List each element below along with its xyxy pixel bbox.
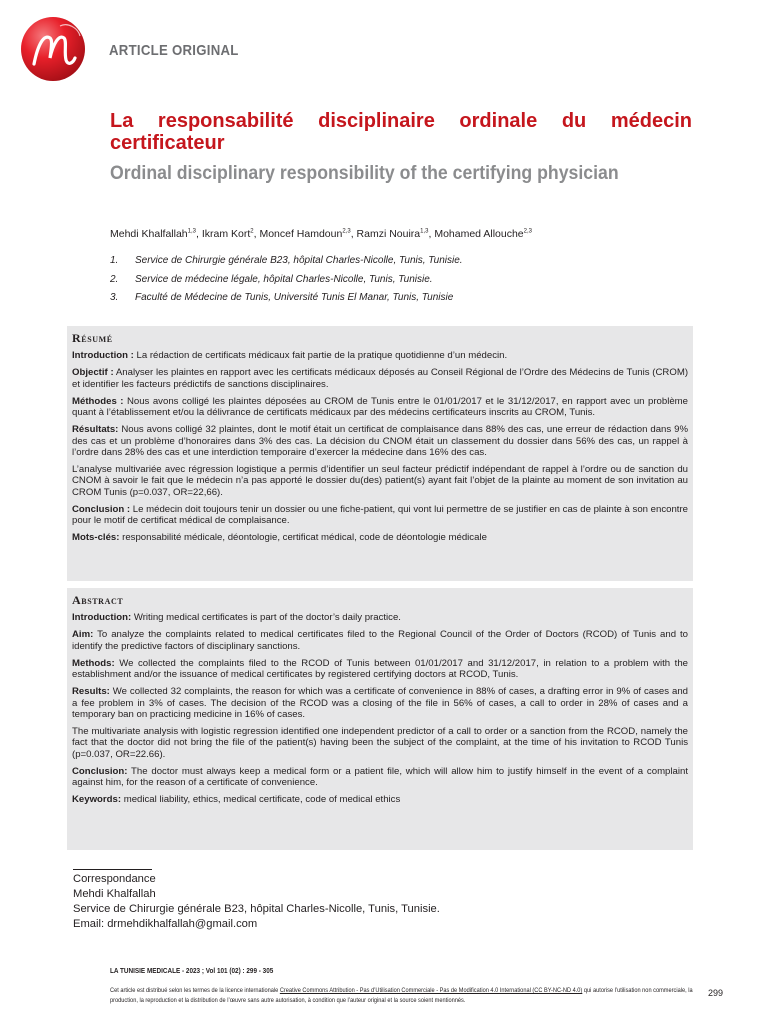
- abstract-paragraph-label: Conclusion:: [72, 765, 128, 777]
- affiliation-text: Faculté de Médecine de Tunis, Université Tunis El Manar, Tunis, Tunisie: [135, 292, 454, 303]
- author-list: Mehdi Khalfallah$^{1,3}$, Ikram Kort$^2$, Moncef Hamdoun$^{2,3}$, Ramzi Nouira$^{1,3}$, Mohamed Allouche$^{2,3}$: [110, 228, 532, 240]
- abstract-paragraph-text: The doctor must always keep a medical form or a patient file, which will allow him to justify himself in the event of a complaint against him, for the reason of a certificate of convenience.: [72, 765, 688, 789]
- abstract-paragraph: [72, 766, 688, 789]
- journal-logo: [20, 16, 86, 82]
- author-affiliation-marker: 2,3: [523, 228, 532, 235]
- abstract-paragraph-text: We collected the complaints filed to the RCOD of Tunis between 01/01/2017 and 31/12/2017, in relation to a problem with the establishment and/or the issuance of medical certificates by registered certifying doctors at RCOD, Tunis.: [72, 657, 688, 681]
- affiliation-number: 3.: [110, 292, 119, 303]
- abstract-paragraph: [72, 726, 688, 760]
- resume-paragraph-text: Le médecin doit toujours tenir un dossier ou une fiche-patient, qui vont lui permettre de se justifier en cas de plainte à son encontre pour le motif de certificat médical de complaisance.: [72, 503, 689, 527]
- resume-paragraph: [72, 464, 688, 498]
- correspondence-email[interactable]: Email: drmehdikhalfallah@gmail.com: [73, 918, 258, 930]
- abstract-heading: Abstract: [72, 593, 124, 607]
- author-name: Mohamed Allouche: [434, 228, 524, 240]
- abstract-paragraph-text: We collected 32 complaints, the reason for which was a certificate of convenience in 88% of cases, a drafting error in 9% of cases and a fee problem in 3% of cases. The decision of the RCOD was a closing of the file in 56% of cases, a call to order in 28% of cases and a temporary ban on practicing medicine in 16% of cases.: [72, 686, 688, 721]
- abstract-paragraph-text: To analyze the complaints related to medical certificates filed to the Regional Council of the Order of Doctors (RCOD) of Tunis and to identify the predictive factors of disciplinary sanctions.: [72, 629, 688, 652]
- abstract-paragraph-label: Keywords:: [72, 794, 122, 806]
- abstract-paragraph-label: Introduction:: [72, 612, 132, 624]
- abstract-paragraph: [72, 686, 688, 720]
- correspondence-heading: Correspondance: [73, 873, 156, 885]
- correspondence-address: Service de Chirurgie générale B23, hôpital Charles-Nicolle, Tunis, Tunisie.: [73, 903, 440, 915]
- affiliation-item: [110, 255, 463, 274]
- resume-box: [67, 326, 693, 581]
- title-english: Ordinal disciplinary responsibility of the certifying physician: [110, 163, 619, 184]
- page-number: 299: [708, 988, 724, 998]
- abstract-paragraph: [72, 794, 688, 805]
- correspondence-block: [73, 872, 440, 932]
- author-name: Mehdi Khalfallah: [110, 228, 188, 240]
- resume-paragraph: [72, 367, 688, 390]
- resume-paragraph-label: Introduction :: [72, 350, 134, 362]
- license-prefix: Cet article est distribué selon les termes de la licence internationale: [110, 987, 280, 994]
- resume-body: [72, 350, 688, 543]
- resume-paragraph-text: Analyser les plaintes en rapport avec les certificats médicaux déposés au Conseil Régional de l’Ordre des Médecins de Tunis (CROM) et identifier les facteurs prédictifs de sanctions disciplinaires.: [72, 367, 689, 390]
- license-suffix: qui autorise l’utilisation non commerciale, la production, la reproduction et la distribution de l’œuvre sans autre autorisation, à condition que l’auteur original et la source soient mentionnés.: [110, 987, 693, 1004]
- author-affiliation-marker: 1,3: [420, 228, 429, 235]
- resume-paragraph-label: Conclusion :: [72, 503, 131, 515]
- abstract-body: [72, 612, 688, 805]
- affiliation-item: [110, 292, 463, 311]
- abstract-paragraph: [72, 658, 688, 681]
- author-name: Ramzi Nouira: [356, 228, 421, 240]
- resume-paragraph: [72, 532, 688, 543]
- abstract-paragraph-label: Results:: [72, 686, 110, 698]
- affiliation-list: [110, 255, 463, 311]
- license-link[interactable]: Creative Commons Attribution - Pas d’Utilisation Commerciale - Pas de Modification 4.0 International (CC BY-NC-ND 4.0): [279, 987, 583, 994]
- abstract-box: [67, 588, 693, 850]
- resume-paragraph: [72, 350, 688, 361]
- resume-heading: Résumé: [72, 331, 113, 345]
- resume-paragraph-label: Mots-clés:: [72, 532, 120, 544]
- abstract-paragraph-text: medical liability, ethics, medical certificate, code of medical ethics: [121, 794, 401, 806]
- resume-paragraph: [72, 396, 688, 419]
- abstract-paragraph: [72, 612, 688, 623]
- abstract-paragraph-label: Aim:: [72, 629, 94, 641]
- resume-paragraph-label: Objectif :: [72, 367, 114, 379]
- resume-paragraph-text: responsabilité médicale, déontologie, certificat médical, code de déontologie médicale: [119, 532, 487, 544]
- journal-reference: LA TUNISIE MEDICALE - 2023 ; Vol 101 (02) : 299 - 305: [110, 966, 274, 975]
- abstract-paragraph-label: Methods:: [72, 657, 115, 669]
- abstract-paragraph-text: Writing medical certificates is part of the doctor’s daily practice.: [131, 612, 401, 624]
- resume-paragraph-text: La rédaction de certificats médicaux fait partie de la pratique quotidienne d’un médecin.: [133, 350, 508, 362]
- abstract-paragraph-text: The multivariate analysis with logistic regression identified one independent predictor of a call to order or a sanction from the RCOD, namely the fact that the doctor did not bring the file of the patient(s) having been the subject of the complaint, at the time of his invitation to RCOD Tunis (p=0.037, OR=22.66).: [72, 726, 688, 760]
- affiliation-number: 1.: [110, 255, 119, 266]
- abstract-paragraph: [72, 629, 688, 652]
- resume-paragraph: [72, 504, 688, 527]
- correspondence-name: Mehdi Khalfallah: [73, 888, 156, 900]
- affiliation-number: 2.: [110, 273, 119, 285]
- resume-paragraph-label: Méthodes :: [72, 395, 124, 407]
- author-name: Moncef Hamdoun: [259, 228, 343, 240]
- article-type-label: ARTICLE ORIGINAL: [109, 42, 239, 59]
- author-name: Ikram Kort: [201, 228, 251, 240]
- affiliation-text: Service de médecine légale, hôpital Charles-Nicolle, Tunis, Tunisie.: [135, 273, 433, 285]
- resume-paragraph-text: Nous avons colligé les plaintes déposées au CROM de Tunis entre le 01/01/2017 et le 31/12/2017, en rapport avec un problème quant à l’établissement et/ou la délivrance de certificats médicaux par des médecins certificateurs inscrits au CROM, Tunis.: [72, 395, 688, 419]
- license-notice: [110, 986, 696, 1005]
- author-affiliation-marker: 2: [250, 228, 254, 235]
- affiliation-text: Service de Chirurgie générale B23, hôpital Charles-Nicolle, Tunis, Tunisie.: [135, 255, 463, 266]
- author-affiliation-marker: 1,3: [187, 228, 196, 235]
- correspondence-rule: [73, 869, 152, 870]
- resume-paragraph-label: Résultats:: [72, 424, 119, 436]
- resume-paragraph-text: L’analyse multivariée avec régression logistique a permis d’identifier un seul facteur prédictif indépendant de rappel à l’ordre ou de sanction du CNOM à savoir le fait que le médecin n’a pas apporté le dossier du(des) patient(s) ayant fait l’objet de la plainte au moment de son invitation au CROM Tunis (p=0.037, OR=22,66).: [72, 464, 688, 498]
- resume-paragraph-text: Nous avons colligé 32 plaintes, dont le motif était un certificat de complaisance dans 88% des cas, une erreur de rédaction dans 9% des cas et un problème d’honoraires dans 3% des cas. La décision du CNOM était un classement du dossier dans 56% des cas, un rappel à l’ordre dans 28% des cas et une interdiction temporaire d’exercer la médecine dans 16% des cas.: [72, 424, 688, 459]
- resume-paragraph: [72, 424, 688, 458]
- title-french: La responsabilité disciplinaire ordinale du médecin certificateur: [110, 110, 692, 154]
- affiliation-item: [110, 274, 463, 293]
- author-affiliation-marker: 2,3: [342, 228, 351, 235]
